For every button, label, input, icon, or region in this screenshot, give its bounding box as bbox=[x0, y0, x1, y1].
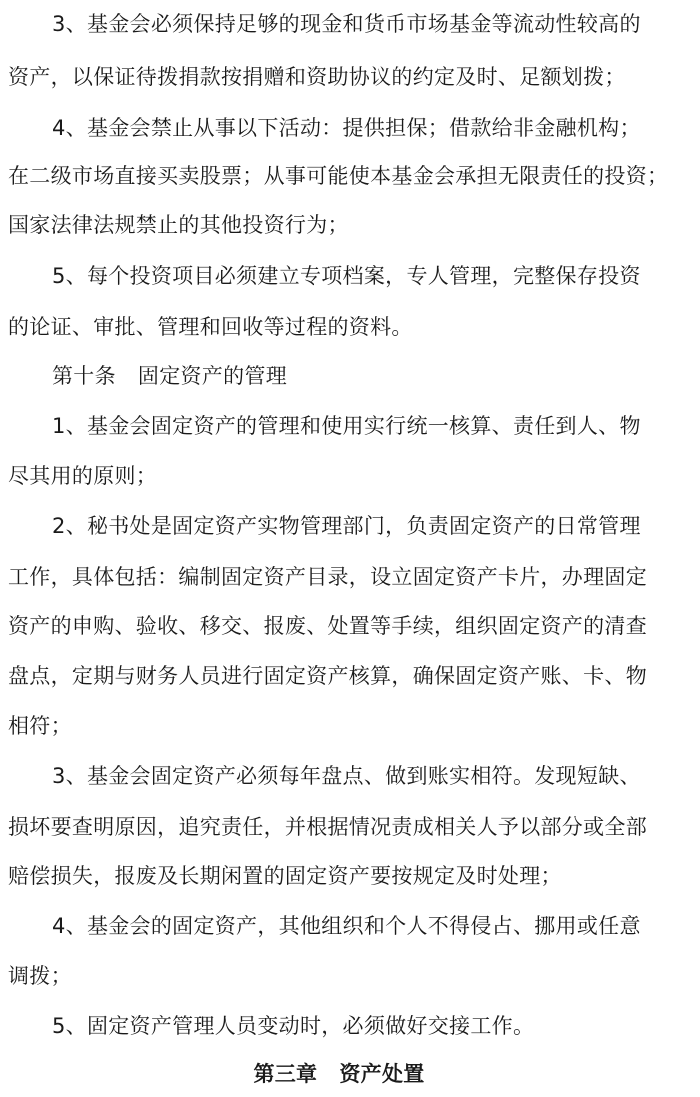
paragraph-line: 调拨； bbox=[8, 964, 72, 988]
paragraph-line: 在二级市场直接买卖股票；从事可能使本基金会承担无限责任的投资； bbox=[8, 164, 669, 188]
paragraph-line: 3、基金会固定资产必须每年盘点、做到账实相符。发现短缺、 bbox=[52, 764, 641, 788]
paragraph-line: 3、基金会必须保持足够的现金和货币市场基金等流动性较高的 bbox=[52, 12, 641, 36]
paragraph-line: 盘点，定期与财务人员进行固定资产核算，确保固定资产账、卡、物 bbox=[8, 664, 647, 688]
paragraph-line: 5、固定资产管理人员变动时，必须做好交接工作。 bbox=[52, 1014, 535, 1038]
article-title: 固定资产的管理 bbox=[137, 364, 288, 388]
paragraph-line: 相符； bbox=[8, 714, 72, 738]
paragraph-line: 损坏要查明原因，追究责任，并根据情况责成相关人予以部分或全部 bbox=[8, 815, 647, 839]
chapter-heading bbox=[8, 1060, 670, 1088]
paragraph-line: 5、每个投资项目必须建立专项档案，专人管理，完整保存投资 bbox=[52, 264, 641, 288]
paragraph-line: 资产，以保证待拨捐款按捐赠和资助协议的约定及时、足额划拨； bbox=[8, 65, 626, 89]
paragraph-line: 4、基金会的固定资产，其他组织和个人不得侵占、挪用或任意 bbox=[52, 914, 641, 938]
paragraph-line: 尽其用的原则； bbox=[8, 464, 158, 488]
paragraph-line: 工作，具体包括：编制固定资产目录，设立固定资产卡片，办理固定 bbox=[8, 565, 647, 589]
paragraph-line: 资产的申购、验收、移交、报废、处置等手续，组织固定资产的清查 bbox=[8, 614, 647, 638]
paragraph-line: 的论证、审批、管理和回收等过程的资料。 bbox=[8, 315, 413, 339]
paragraph-line: 国家法律法规禁止的其他投资行为； bbox=[8, 213, 349, 237]
paragraph-line: 1、基金会固定资产的管理和使用实行统一核算、责任到人、物 bbox=[52, 414, 641, 438]
article-heading bbox=[52, 362, 670, 390]
paragraph-line: 赔偿损失，报废及长期闲置的固定资产要按规定及时处理； bbox=[8, 864, 562, 888]
paragraph-line: 4、基金会禁止从事以下活动：提供担保；借款给非金融机构； bbox=[52, 116, 641, 140]
chapter-title: 资产处置 bbox=[339, 1062, 425, 1086]
paragraph-line: 2、秘书处是固定资产实物管理部门，负责固定资产的日常管理 bbox=[52, 514, 641, 538]
article-number: 第十条 bbox=[52, 364, 116, 388]
chapter-number: 第三章 bbox=[253, 1062, 318, 1086]
